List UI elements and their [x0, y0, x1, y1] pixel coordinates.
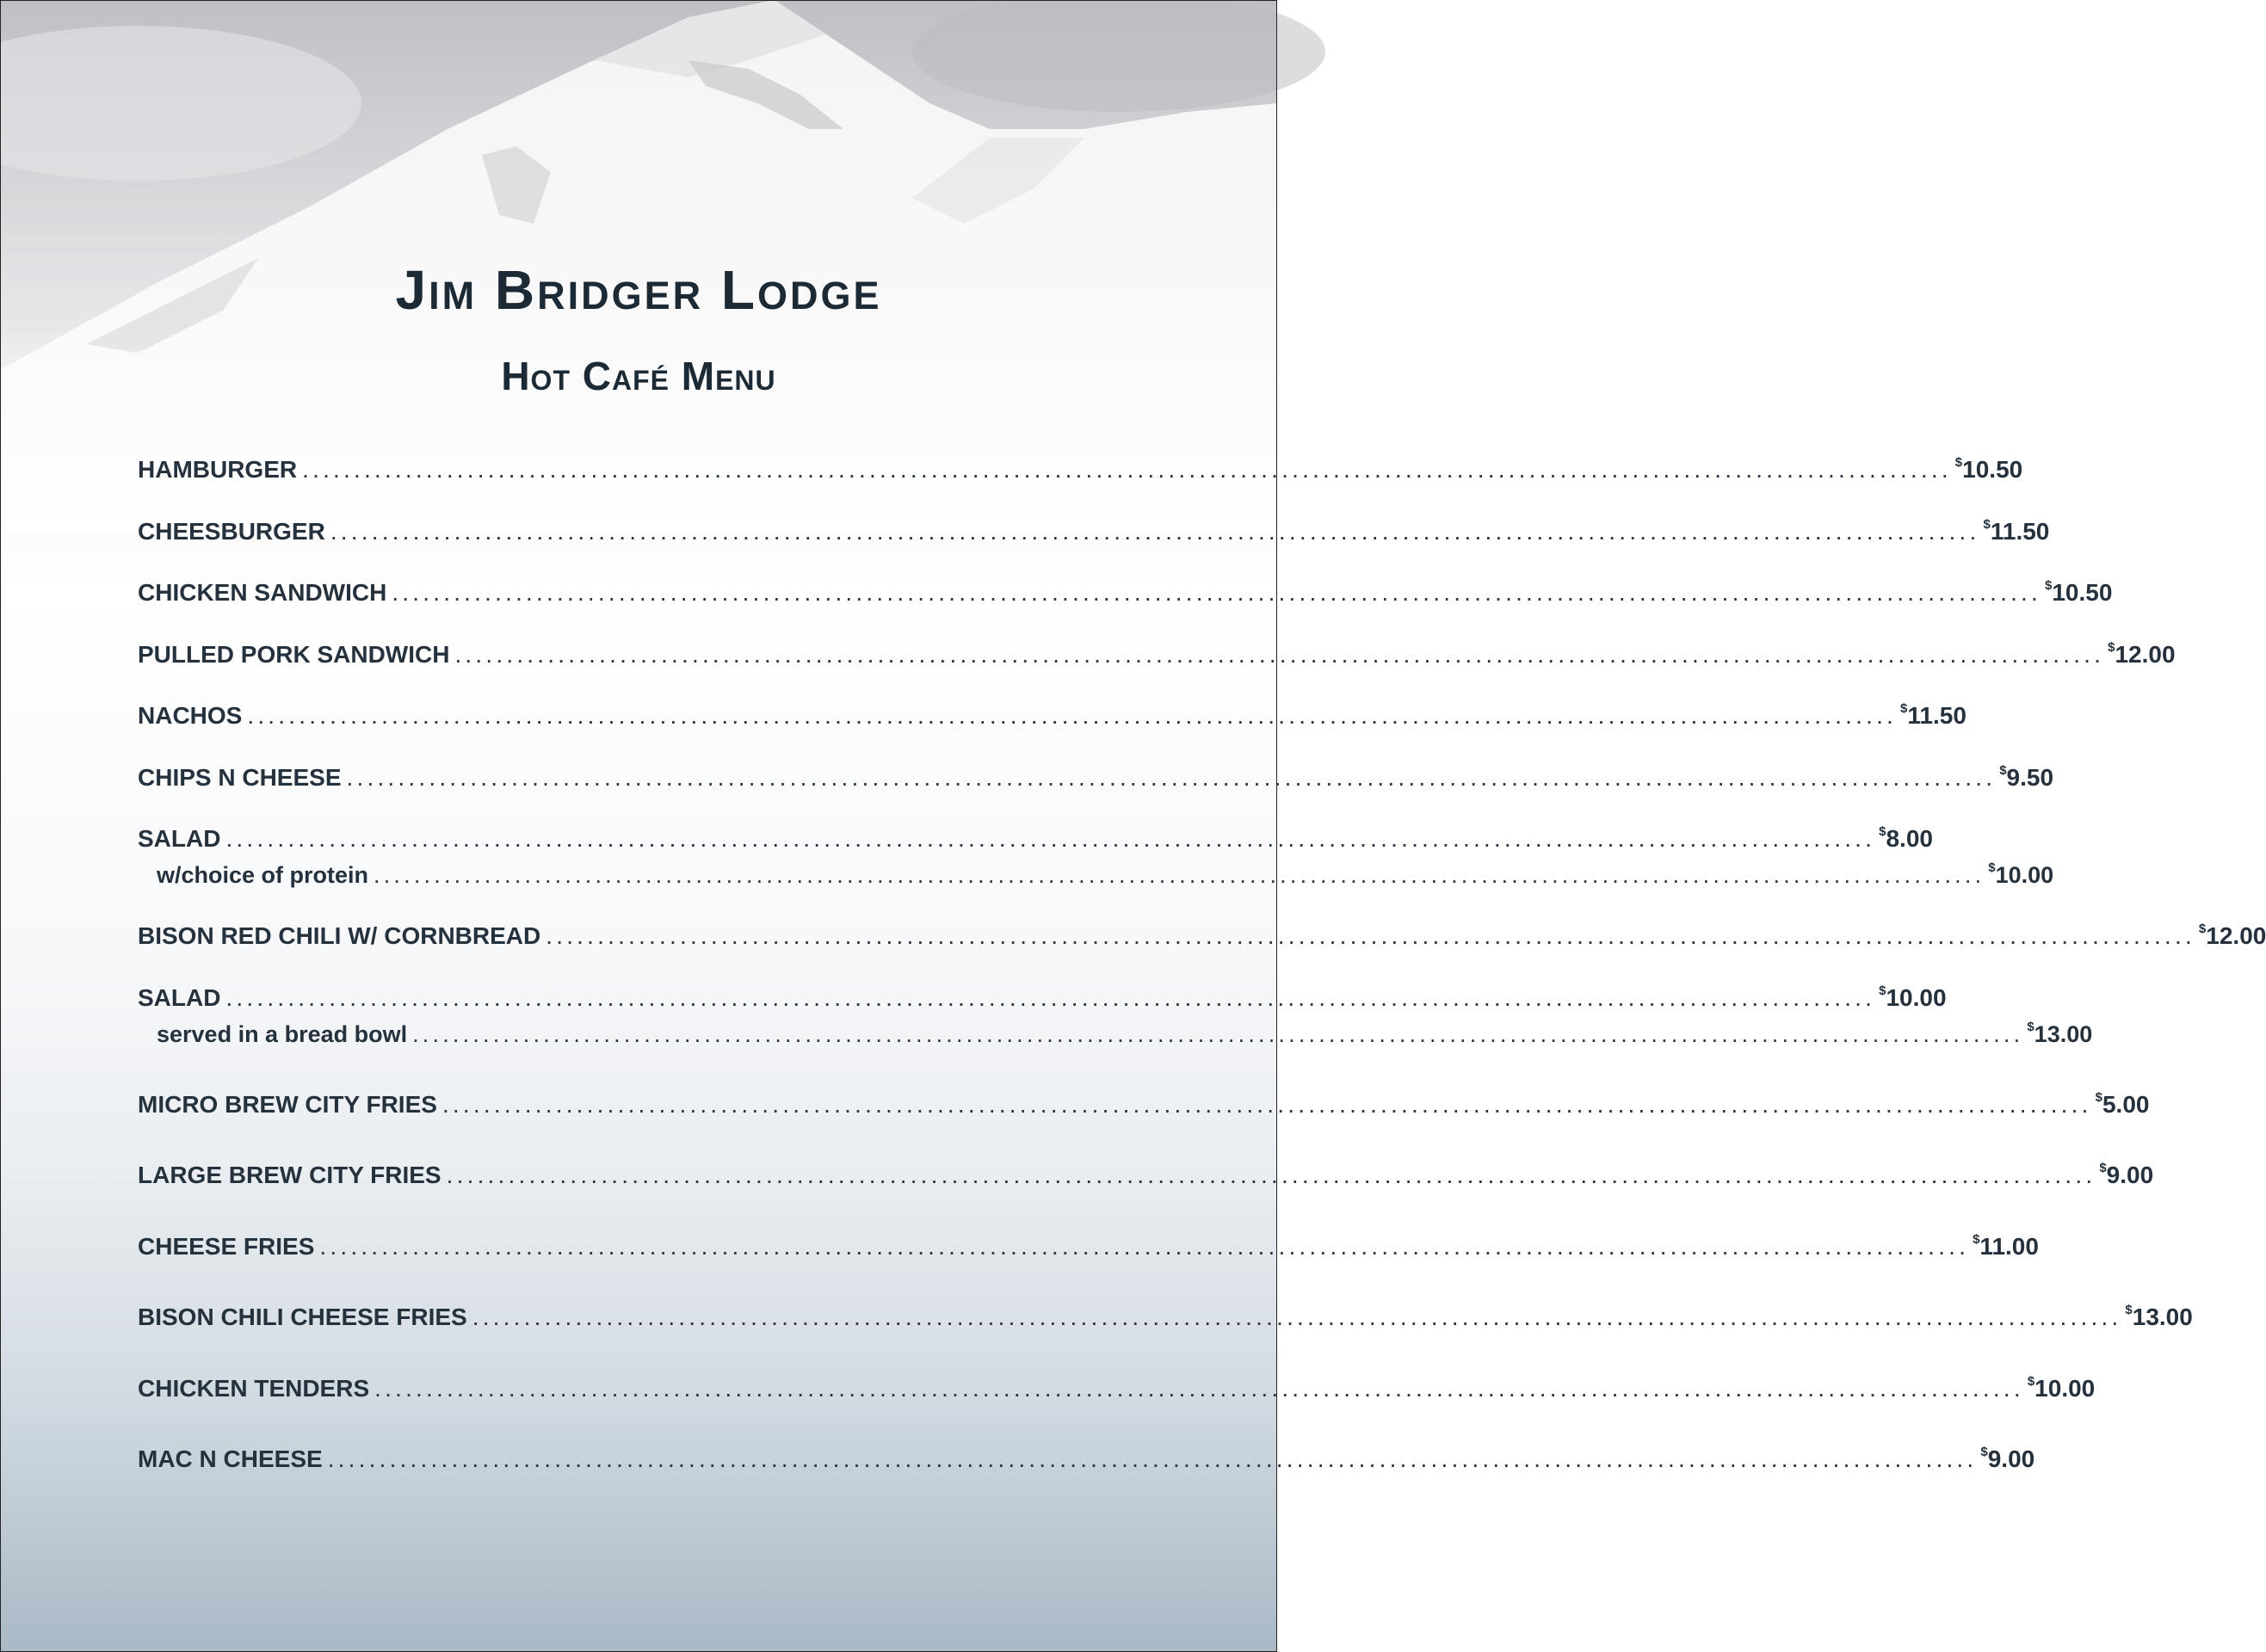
menu-item	[138, 818, 1933, 853]
item-name: MICRO BREW CITY FRIES	[138, 1091, 437, 1118]
item-price: $13.00	[2027, 1020, 2093, 1047]
dot-leader: ................................................................................................................................................................	[392, 579, 2042, 606]
item-name: served in a bread bowl	[157, 1021, 408, 1047]
menu-item	[138, 1155, 2154, 1189]
dot-leader: ................................................................................................................................................................	[546, 922, 2195, 949]
menu-item-option	[138, 854, 2054, 889]
item-price: $10.00	[2027, 1373, 2096, 1402]
dot-leader: ................................................................................................................................................................	[412, 1021, 2024, 1047]
item-price: $10.00	[1988, 860, 2054, 888]
item-price: $11.00	[1973, 1231, 2039, 1260]
item-price: $12.00	[2198, 921, 2266, 949]
item-name: NACHOS	[138, 702, 243, 729]
dot-leader: ................................................................................................................................................................	[441, 1091, 2092, 1118]
dot-leader: ................................................................................................................................................................	[454, 641, 2105, 668]
menu-item	[138, 449, 2023, 484]
item-price: $9.50	[1999, 762, 2054, 791]
dot-leader: ................................................................................................................................................................	[446, 1162, 2096, 1188]
item-price: $11.50	[1900, 700, 1967, 729]
item-price: $8.00	[1879, 823, 1933, 852]
dot-leader: ................................................................................................................................................................	[374, 1375, 2024, 1402]
item-price: $10.50	[1954, 454, 2023, 483]
menu-item	[138, 757, 2054, 792]
dot-leader: ................................................................................................................................................................	[247, 702, 1898, 729]
dot-leader: ................................................................................................................................................................	[346, 764, 1997, 791]
menu-item	[138, 977, 1947, 1012]
dot-leader: ................................................................................................................................................................	[319, 1233, 1970, 1260]
menu-item-option	[138, 1014, 2093, 1048]
item-name: BISON CHILI CHEESE FRIES	[138, 1304, 467, 1330]
item-price: $12.00	[2108, 639, 2176, 668]
menu-item	[138, 572, 2113, 607]
item-price: $5.00	[2095, 1089, 2150, 1118]
dot-leader: ................................................................................................................................................................	[374, 862, 1985, 888]
item-name: HAMBURGER	[138, 456, 298, 483]
item-name: SALAD	[138, 825, 221, 852]
item-price: $11.50	[1983, 516, 2050, 545]
item-name: w/choice of protein	[157, 862, 369, 888]
item-price: $9.00	[1980, 1444, 2035, 1472]
item-name: CHICKEN SANDWICH	[138, 579, 387, 606]
dot-leader: ................................................................................................................................................................	[327, 1446, 1978, 1472]
menu-item	[138, 1368, 2096, 1402]
item-name: CHICKEN TENDERS	[138, 1375, 370, 1402]
item-price: $13.00	[2125, 1302, 2193, 1330]
menu-item	[138, 1439, 2035, 1473]
menu-item	[138, 1226, 2039, 1261]
item-name: SALAD	[138, 984, 221, 1011]
dot-leader: ................................................................................................................................................................	[302, 456, 1952, 483]
menu-item	[138, 915, 2266, 950]
item-name: PULLED PORK SANDWICH	[138, 641, 450, 668]
dot-leader: ................................................................................................................................................................	[330, 518, 1980, 545]
menu-item	[138, 1084, 2150, 1119]
item-price: $9.00	[2099, 1160, 2154, 1188]
item-price: $10.50	[2045, 577, 2113, 606]
dot-leader: ................................................................................................................................................................	[472, 1304, 2122, 1330]
item-name: CHEESBURGER	[138, 518, 325, 545]
menu-item	[138, 1297, 2193, 1331]
item-name: CHEESE FRIES	[138, 1233, 315, 1260]
item-name: CHIPS N CHEESE	[138, 764, 342, 791]
item-name: MAC N CHEESE	[138, 1446, 323, 1472]
item-name: LARGE BREW CITY FRIES	[138, 1162, 441, 1188]
lodge-title: Jim Bridger Lodge	[395, 259, 882, 321]
item-price: $10.00	[1879, 983, 1947, 1011]
dot-leader: ................................................................................................................................................................	[225, 825, 1876, 852]
item-name: BISON RED CHILI W/ CORNBREAD	[138, 922, 541, 949]
dot-leader: ................................................................................................................................................................	[225, 984, 1876, 1011]
menu-item	[138, 511, 2050, 546]
menu-item	[138, 634, 2176, 669]
menu-subtitle: Hot Café Menu	[501, 354, 776, 398]
menu-item	[138, 695, 1967, 730]
